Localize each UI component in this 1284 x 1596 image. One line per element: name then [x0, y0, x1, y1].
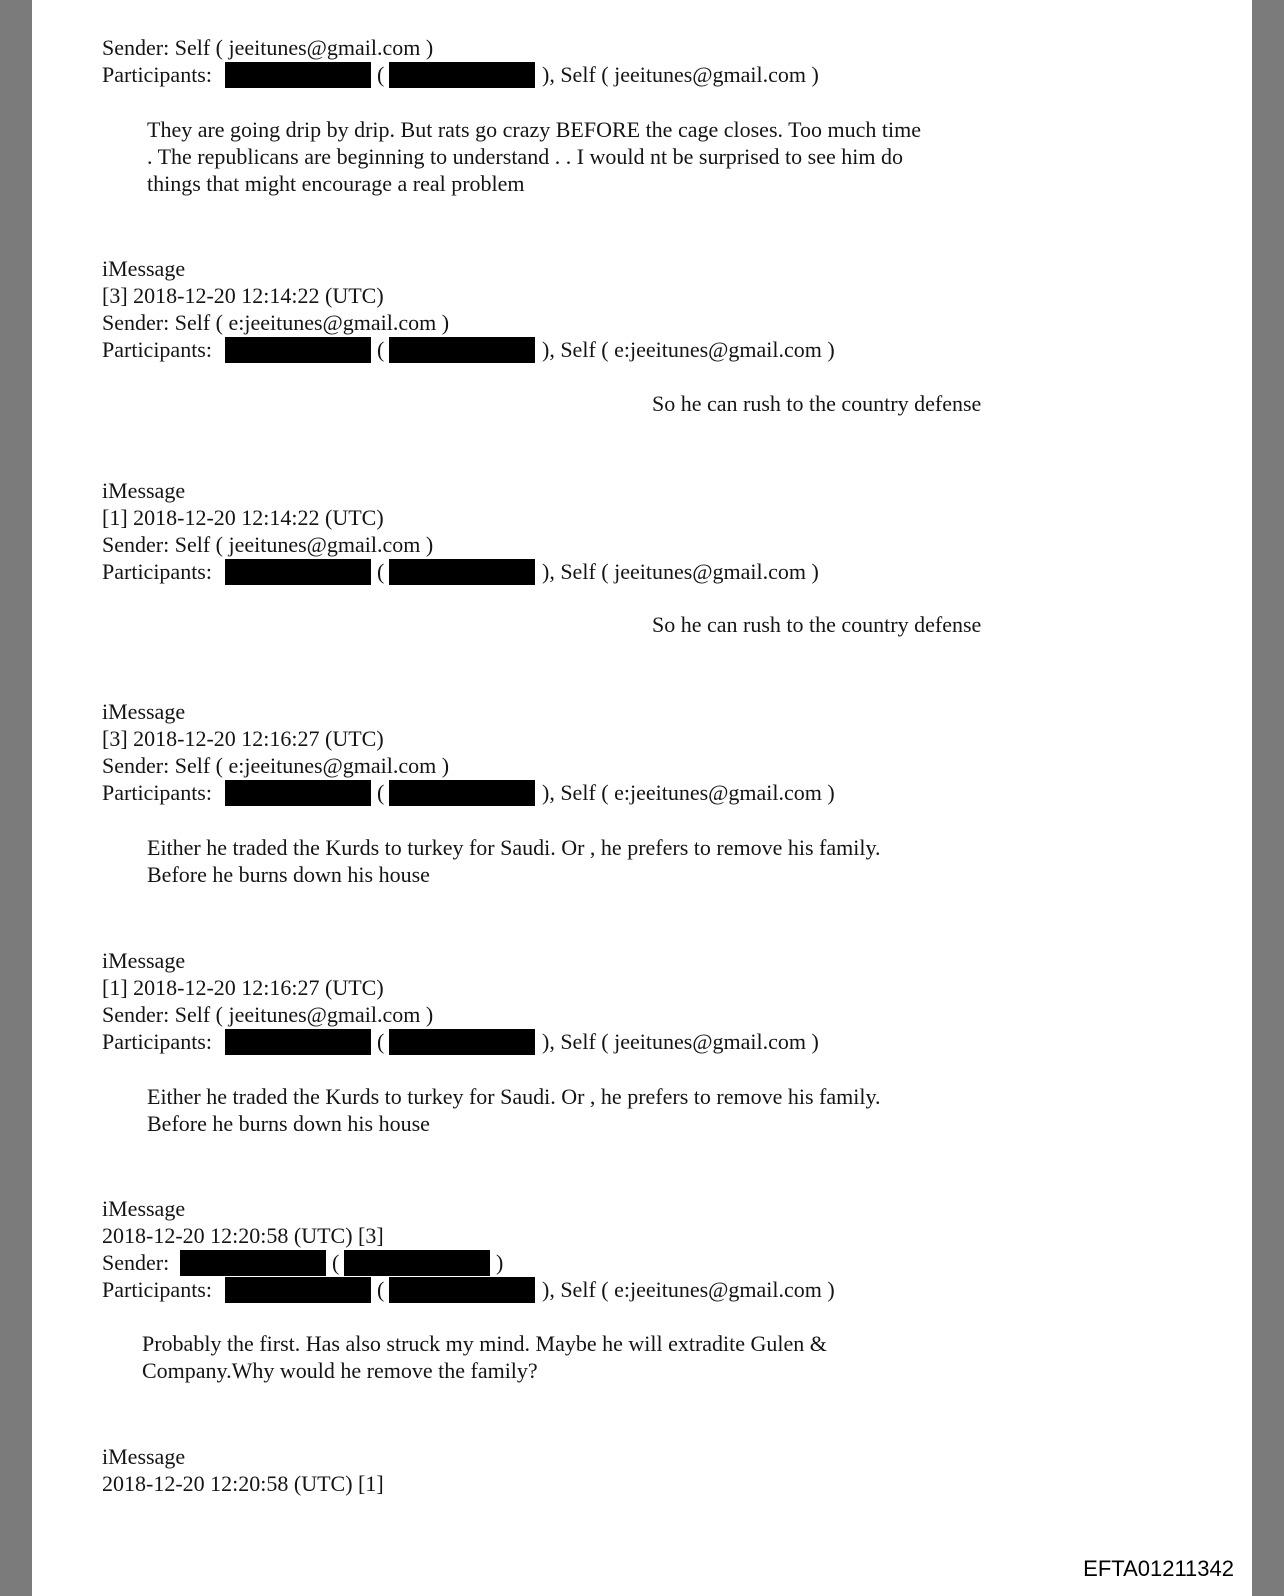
participants-label: Participants:: [102, 780, 212, 805]
service-label: iMessage: [102, 1444, 186, 1469]
timestamp: 2018-12-20 12:20:58 (UTC) [3]: [102, 1223, 384, 1248]
service-label: iMessage: [102, 699, 186, 724]
service-label: iMessage: [102, 948, 186, 973]
participants-tail: ), Self ( e:jeeitunes@gmail.com ): [542, 337, 835, 362]
redaction-bar: [180, 1250, 326, 1276]
open-paren: (: [377, 1277, 385, 1302]
message-body-line: Before he burns down his house: [147, 1111, 430, 1136]
message-body-line: things that might encourage a real problem: [147, 171, 525, 196]
message-body-line: . The republicans are beginning to understand . . I would nt be surprised to see him do: [147, 144, 903, 169]
participants-tail: ), Self ( jeeitunes@gmail.com ): [542, 1029, 819, 1054]
message-body-line: They are going drip by drip. But rats go crazy BEFORE the cage closes. Too much time: [147, 117, 921, 142]
sender-line: Sender: Self ( jeeitunes@gmail.com ): [102, 1002, 434, 1027]
bates-number: EFTA01211342: [1083, 1556, 1234, 1581]
participants-tail: ), Self ( e:jeeitunes@gmail.com ): [542, 1277, 835, 1302]
sender-line: Sender: Self ( jeeitunes@gmail.com ): [102, 532, 434, 557]
redaction-bar: [225, 62, 371, 88]
open-paren: (: [377, 559, 385, 584]
participants-label: Participants:: [102, 559, 212, 584]
redaction-bar: [389, 780, 535, 806]
participants-label: Participants:: [102, 62, 212, 87]
redaction-bar: [389, 62, 535, 88]
message-body-line: Probably the first. Has also struck my mind. Maybe he will extradite Gulen &: [142, 1331, 827, 1356]
close-paren: ): [496, 1250, 504, 1275]
redaction-bar: [389, 337, 535, 363]
redaction-bar: [225, 559, 371, 585]
redaction-bar: [225, 1277, 371, 1303]
participants-label: Participants:: [102, 1277, 212, 1302]
participants-label: Participants:: [102, 337, 212, 362]
participants-tail: ), Self ( jeeitunes@gmail.com ): [542, 559, 819, 584]
timestamp: 2018-12-20 12:20:58 (UTC) [1]: [102, 1471, 384, 1496]
timestamp: [1] 2018-12-20 12:14:22 (UTC): [102, 505, 384, 530]
redaction-bar: [225, 1029, 371, 1055]
open-paren: (: [332, 1250, 340, 1275]
redaction-bar: [389, 1029, 535, 1055]
message-body-line: Before he burns down his house: [147, 862, 430, 887]
participants-tail: ), Self ( e:jeeitunes@gmail.com ): [542, 780, 835, 805]
open-paren: (: [377, 1029, 385, 1054]
message-body-line: So he can rush to the country defense: [652, 612, 982, 637]
sender-line: Sender: Self ( jeeitunes@gmail.com ): [102, 35, 434, 60]
sender-line: Sender: Self ( e:jeeitunes@gmail.com ): [102, 753, 450, 778]
document-page: [32, 0, 1252, 1596]
redaction-bar: [225, 337, 371, 363]
redaction-bar: [389, 1277, 535, 1303]
redaction-bar: [344, 1250, 490, 1276]
open-paren: (: [377, 62, 385, 87]
participants-tail: ), Self ( jeeitunes@gmail.com ): [542, 62, 819, 87]
sender-line: Sender: Self ( e:jeeitunes@gmail.com ): [102, 310, 450, 335]
message-body-line: Either he traded the Kurds to turkey for Saudi. Or , he prefers to remove his family.: [147, 835, 881, 860]
timestamp: [1] 2018-12-20 12:16:27 (UTC): [102, 975, 384, 1000]
participants-label: Participants:: [102, 1029, 212, 1054]
message-body-line: Company.Why would he remove the family?: [142, 1358, 538, 1383]
open-paren: (: [377, 337, 385, 362]
message-body-line: So he can rush to the country defense: [652, 391, 982, 416]
message-body-line: Either he traded the Kurds to turkey for Saudi. Or , he prefers to remove his family.: [147, 1084, 881, 1109]
timestamp: [3] 2018-12-20 12:14:22 (UTC): [102, 283, 384, 308]
redaction-bar: [389, 559, 535, 585]
service-label: iMessage: [102, 256, 186, 281]
open-paren: (: [377, 780, 385, 805]
service-label: iMessage: [102, 1196, 186, 1221]
redaction-bar: [225, 780, 371, 806]
sender-label: Sender:: [102, 1250, 170, 1275]
timestamp: [3] 2018-12-20 12:16:27 (UTC): [102, 726, 384, 751]
service-label: iMessage: [102, 478, 186, 503]
